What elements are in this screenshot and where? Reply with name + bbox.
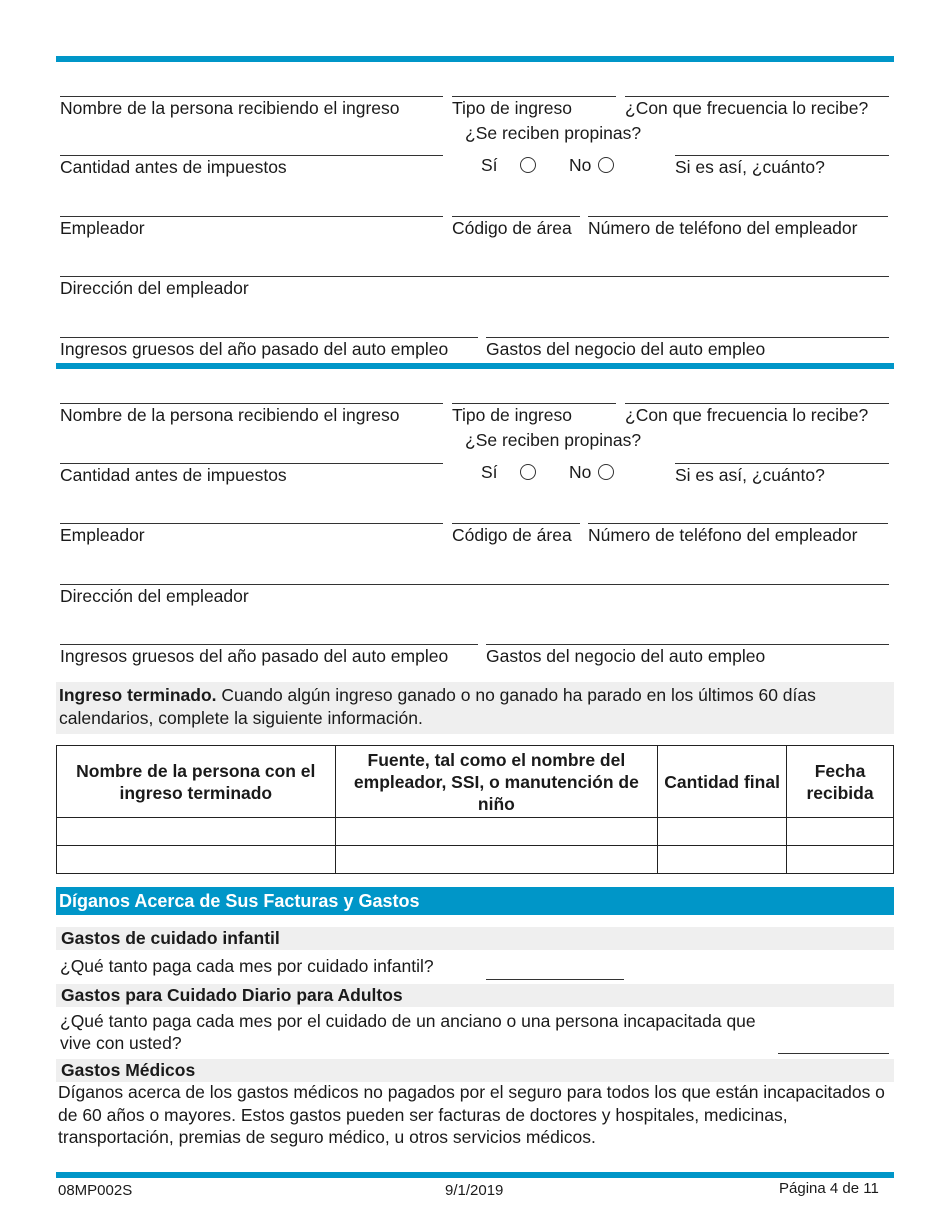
ended-income-instructions: Ingreso terminado. Cuando algún ingreso ganado o no ganado ha parado en los últimos 60 días calendarios, complete la siguiente información. <box>56 682 894 734</box>
medical-text: Díganos acerca de los gastos médicos no pagados por el seguro para todos los que están incapacitados o de 60 años o mayores. Estos gastos pueden ser facturas de doctores y hospitales, medicinas, transportación, premias de seguro médico, u otros servicios médicos. <box>58 1082 885 1147</box>
frequency-field[interactable]: ¿Con que frecuencia lo recibe? <box>625 403 889 425</box>
column-header: Cantidad final <box>658 746 787 818</box>
top-divider <box>56 56 894 62</box>
person-name-field[interactable]: Nombre de la persona recibiendo el ingreso <box>60 96 443 118</box>
self-employment-gross-field[interactable]: Ingresos gruesos del año pasado del auto empleo <box>60 337 478 359</box>
tips-yes-option[interactable]: Sí <box>481 155 536 176</box>
yes-radio[interactable] <box>520 157 536 173</box>
table-header-row <box>57 746 894 818</box>
no-radio[interactable] <box>598 464 614 480</box>
child-care-title: Gastos de cuidado infantil <box>56 927 894 950</box>
form-date: 9/1/2019 <box>445 1182 504 1199</box>
income-type-field[interactable]: Tipo de ingreso <box>452 96 616 118</box>
adult-care-question: ¿Qué tanto paga cada mes por el cuidado de un anciano o una persona incapacitada que vive con usted? <box>60 1011 756 1053</box>
table-row <box>57 846 894 874</box>
employer-address-field[interactable]: Dirección del empleador <box>60 276 889 298</box>
table-cell[interactable] <box>335 818 658 846</box>
employer-field[interactable]: Empleador <box>60 216 443 238</box>
child-care-question: ¿Qué tanto paga cada mes por cuidado infantil? <box>60 956 434 976</box>
area-code-field[interactable]: Código de área <box>452 216 580 238</box>
page-number: Página 4 de 11 <box>779 1180 879 1197</box>
column-header: Nombre de la persona con el ingreso terminado <box>57 746 336 818</box>
yes-radio[interactable] <box>520 464 536 480</box>
tips-no-option[interactable]: No <box>569 155 614 176</box>
table-cell[interactable] <box>658 818 787 846</box>
column-header: Fuente, tal como el nombre del empleador, SSI, o manutención de niño <box>335 746 658 818</box>
tips-amount-field[interactable]: Si es así, ¿cuánto? <box>675 155 889 177</box>
column-header: Fecha recibida <box>787 746 894 818</box>
ended-income-table <box>56 745 894 874</box>
medical-title: Gastos Médicos <box>56 1059 894 1082</box>
table-cell[interactable] <box>658 846 787 874</box>
employer-field[interactable]: Empleador <box>60 523 443 545</box>
table-cell[interactable] <box>335 846 658 874</box>
form-code: 08MP002S <box>58 1182 133 1199</box>
adult-care-title: Gastos para Cuidado Diario para Adultos <box>56 984 894 1007</box>
person-name-field[interactable]: Nombre de la persona recibiendo el ingreso <box>60 403 443 425</box>
employer-address-field[interactable]: Dirección del empleador <box>60 584 889 606</box>
tips-amount-field[interactable]: Si es así, ¿cuánto? <box>675 463 889 485</box>
table-cell[interactable] <box>57 846 336 874</box>
amount-before-taxes-field[interactable]: Cantidad antes de impuestos <box>60 155 443 177</box>
table-cell[interactable] <box>787 846 894 874</box>
adult-care-amount-input[interactable] <box>778 1053 889 1054</box>
child-care-amount-input[interactable] <box>486 979 624 980</box>
self-employment-expenses-field[interactable]: Gastos del negocio del auto empleo <box>486 337 889 359</box>
bills-section-header: Díganos Acerca de Sus Facturas y Gastos <box>56 887 894 915</box>
tips-yes-option[interactable]: Sí <box>481 462 536 483</box>
income-type-field[interactable]: Tipo de ingreso <box>452 403 616 425</box>
self-employment-gross-field[interactable]: Ingresos gruesos del año pasado del auto empleo <box>60 644 478 666</box>
table-row <box>57 818 894 846</box>
tips-no-option[interactable]: No <box>569 462 614 483</box>
employer-phone-field[interactable]: Número de teléfono del empleador <box>588 216 888 238</box>
self-employment-expenses-field[interactable]: Gastos del negocio del auto empleo <box>486 644 889 666</box>
no-radio[interactable] <box>598 157 614 173</box>
table-cell[interactable] <box>787 818 894 846</box>
amount-before-taxes-field[interactable]: Cantidad antes de impuestos <box>60 463 443 485</box>
table-cell[interactable] <box>57 818 336 846</box>
tips-question: ¿Se reciben propinas? <box>465 123 642 143</box>
area-code-field[interactable]: Código de área <box>452 523 580 545</box>
footer-divider <box>56 1172 894 1178</box>
employer-phone-field[interactable]: Número de teléfono del empleador <box>588 523 888 545</box>
tips-question: ¿Se reciben propinas? <box>465 430 642 450</box>
block-divider <box>56 363 894 369</box>
frequency-field[interactable]: ¿Con que frecuencia lo recibe? <box>625 96 889 118</box>
